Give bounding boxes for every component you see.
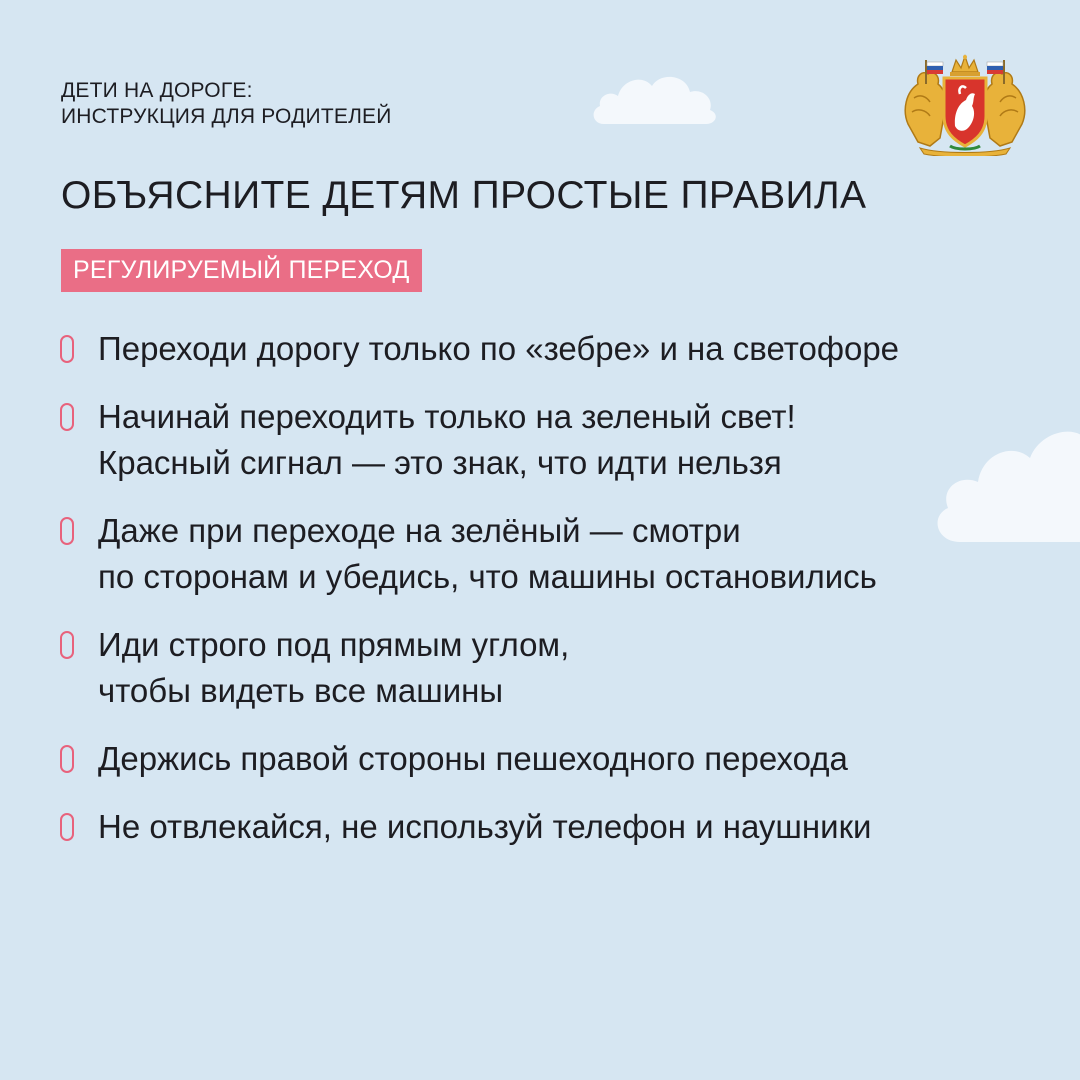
coat-of-arms-icon xyxy=(900,54,1030,156)
rule-text-line: Держись правой стороны пешеходного перехода xyxy=(98,740,848,777)
rule-item xyxy=(58,736,1058,782)
rule-text-line: чтобы видеть все машины xyxy=(98,672,504,709)
bullet-icon xyxy=(60,813,74,841)
rule-text-line: Не отвлекайся, не используй телефон и наушники xyxy=(98,808,872,845)
section-badge: РЕГУЛИРУЕМЫЙ ПЕРЕХОД xyxy=(61,249,422,292)
rules-list xyxy=(58,326,1058,850)
cloud-icon xyxy=(590,66,720,128)
bullet-icon xyxy=(60,403,74,431)
rule-text-line: Переходи дорогу только по «зебре» и на светофоре xyxy=(98,330,900,367)
rule-text-line: Красный сигнал — это знак, что идти нельзя xyxy=(98,444,782,481)
rule-item xyxy=(58,804,1058,850)
rule-text-line: по сторонам и убедись, что машины остановились xyxy=(98,558,877,595)
page-title: ОБЪЯСНИТЕ ДЕТЯМ ПРОСТЫЕ ПРАВИЛА xyxy=(61,174,867,217)
rule-item xyxy=(58,394,1058,486)
rule-text-line: Иди строго под прямым углом, xyxy=(98,626,570,663)
rule-item xyxy=(58,326,1058,372)
rule-text-line: Начинай переходить только на зеленый свет! xyxy=(98,398,796,435)
bullet-icon xyxy=(60,745,74,773)
rule-item xyxy=(58,622,1058,714)
rule-text-line: Даже при переходе на зелёный — смотри xyxy=(98,512,741,549)
bullet-icon xyxy=(60,631,74,659)
bullet-icon xyxy=(60,335,74,363)
header-title-line: ДЕТИ НА ДОРОГЕ: xyxy=(61,79,253,102)
rule-item xyxy=(58,508,1058,600)
bullet-icon xyxy=(60,517,74,545)
header-title-line: ИНСТРУКЦИЯ ДЛЯ РОДИТЕЛЕЙ xyxy=(61,105,392,128)
header-title xyxy=(61,78,392,130)
